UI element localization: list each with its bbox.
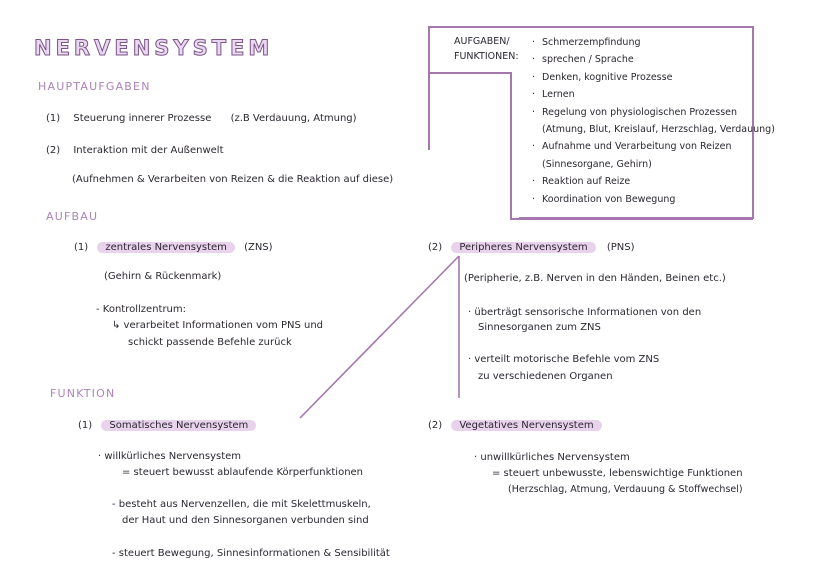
- section-heading-hauptaufgaben: HAUPTAUFGABEN: [38, 80, 151, 93]
- pns-bullet2-line1: · verteilt motorische Befehle vom ZNS: [468, 354, 660, 365]
- pns-bullet1-line2: Sinnesorganen zum ZNS: [478, 322, 601, 333]
- hauptaufgabe-2-note: (Aufnehmen & Verarbeiten von Reizen & die Reaktion auf diese): [72, 174, 394, 185]
- vegetativ-b1-line2: = steuert unbewusste, lebenswichtige Funktionen: [492, 468, 743, 479]
- vegetativ-heading: [428, 420, 602, 431]
- section-heading-aufbau: AUFBAU: [46, 210, 99, 223]
- vegetativ-b1-line1: · unwillkürliches Nervensystem: [474, 452, 630, 463]
- aufgabe-item: · Aufnahme und Verarbeitung von Reizen: [542, 138, 775, 155]
- aufgabe-item: · Reaktion auf Reize: [542, 173, 775, 190]
- aufgabe-item: · Denken, kognitive Prozesse: [542, 69, 775, 86]
- section-heading-funktion: FUNKTION: [50, 387, 116, 400]
- aufgabe-item: · Koordination von Bewegung: [542, 191, 775, 208]
- zns-sub-line2: schickt passende Befehle zurück: [128, 337, 292, 348]
- pns-bullet2-line2: zu verschiedenen Organen: [478, 371, 613, 382]
- aufgabe-item: · sprechen / Sprache: [542, 51, 775, 68]
- pns-num: (2): [428, 242, 443, 253]
- hauptaufgabe-1-note: (z.B Verdauung, Atmung): [230, 113, 357, 124]
- pns-bullet1-line1: · überträgt sensorische Informationen von den: [468, 307, 702, 318]
- connector-diagonal: [300, 256, 459, 418]
- somatisch-heading: [78, 420, 256, 431]
- somatisch-b2-line1: - besteht aus Nervenzellen, die mit Skelettmuskeln,: [112, 499, 371, 510]
- pns-detail: (Peripherie, z.B. Nerven in den Händen, Beinen etc.): [464, 273, 726, 284]
- zns-bullet: - Kontrollzentrum:: [96, 304, 187, 315]
- vegetativ-num: (2): [428, 420, 443, 431]
- zns-name: zentrales Nervensystem: [97, 242, 235, 253]
- somatisch-b1-line1: · willkürliches Nervensystem: [98, 451, 242, 462]
- hauptaufgabe-1-num: (1): [46, 113, 61, 124]
- zns-num: (1): [74, 242, 89, 253]
- zns-abbr: (ZNS): [244, 242, 273, 253]
- somatisch-name: Somatisches Nervensystem: [101, 420, 256, 431]
- aufgabe-item-detail: (Atmung, Blut, Kreislauf, Herzschlag, Verdauung): [542, 124, 775, 136]
- somatisch-b2-line2: der Haut und den Sinnesorganen verbunden sind: [122, 515, 369, 526]
- hauptaufgabe-2-num: (2): [46, 145, 61, 156]
- hauptaufgabe-2-text: Interaktion mit der Außenwelt: [73, 145, 224, 156]
- zns-detail: (Gehirn & Rückenmark): [104, 271, 222, 282]
- pns-name: Peripheres Nervensystem: [451, 242, 595, 253]
- vegetativ-b1-line3: (Herzschlag, Atmung, Verdauung & Stoffwechsel): [508, 484, 743, 495]
- zns-sub-line1: ↳ verarbeitet Informationen vom PNS und: [112, 320, 324, 331]
- aufgaben-box-label-line2: FUNKTIONEN:: [454, 51, 519, 62]
- aufgabe-item: · Lernen: [542, 86, 775, 103]
- aufgabe-item: · Schmerzempfindung: [542, 34, 775, 51]
- somatisch-b3: - steuert Bewegung, Sinnesinformationen & Sensibilität: [112, 548, 390, 559]
- aufgabe-item-detail: (Sinnesorgane, Gehirn): [542, 158, 652, 170]
- somatisch-num: (1): [78, 420, 93, 431]
- somatisch-b1-line2: = steuert bewusst ablaufende Körperfunktionen: [122, 467, 364, 478]
- aufgaben-box-label-line1: AUFGABEN/: [454, 36, 510, 47]
- page-title: NERVENSYSTEM: [34, 36, 274, 60]
- vegetativ-name: Vegetatives Nervensystem: [451, 420, 601, 431]
- hauptaufgabe-1-text: Steuerung innerer Prozesse: [73, 113, 212, 124]
- pns-abbr: (PNS): [606, 242, 635, 253]
- aufgabe-item: · Regelung von physiologischen Prozessen: [542, 104, 775, 121]
